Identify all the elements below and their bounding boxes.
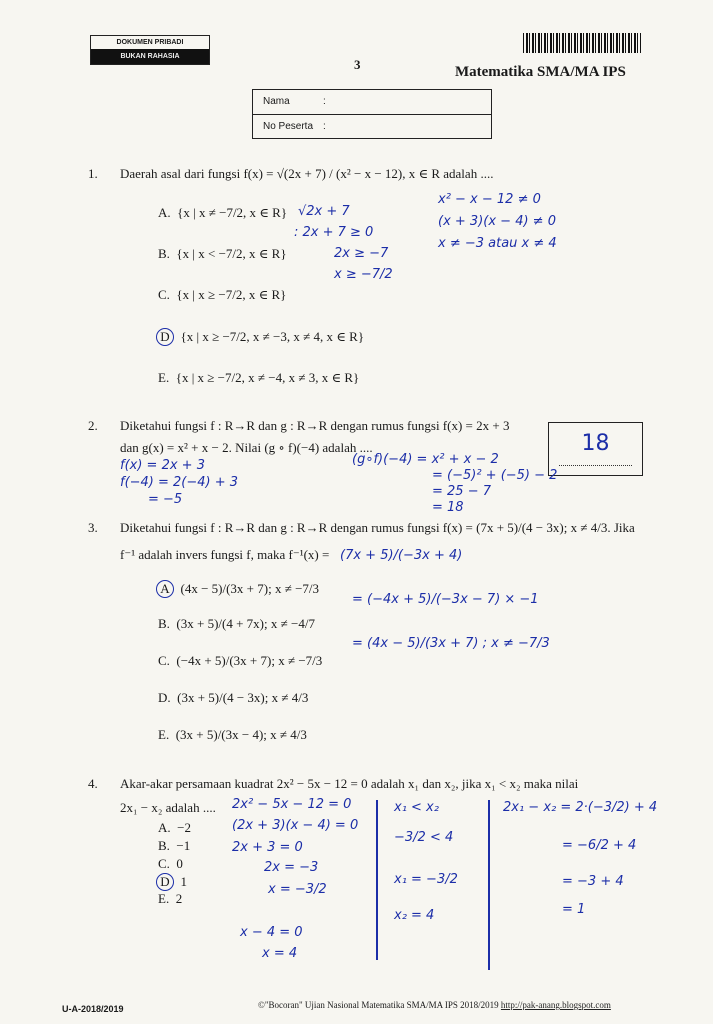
q1-number: 1. xyxy=(88,166,98,181)
q4-work-b3: x₁ = −3/2 xyxy=(394,872,458,887)
q1-option-b: B. {x | x < −7/2, x ∈ R} xyxy=(158,246,287,261)
q4-work-a4: 2x = −3 xyxy=(264,860,319,875)
q4-line1: Akar-akar persamaan kuadrat 2x² − 5x − 12 = 0 adalah x₁ dan x₂, jika x₁ < x₂ maka nilai xyxy=(120,776,579,791)
q2-work-1: f(x) = 2x + 3 xyxy=(120,458,205,473)
name-colon: : xyxy=(323,96,326,107)
q2-work-5: = (−5)² + (−5) − 2 xyxy=(432,468,558,483)
q3-line1: Diketahui fungsi f : R→R dan g : R→R dengan rumus fungsi f(x) = (7x + 5)/(4 − 3x); x ≠ 4/3. Jika xyxy=(120,520,635,535)
q3-number: 3. xyxy=(88,520,98,535)
q4-option-d: D 1 xyxy=(156,873,187,891)
q3-line2: f⁻¹ adalah invers fungsi f, maka f⁻¹(x) = xyxy=(120,547,330,562)
stamp-bottom: BUKAN RAHASIA xyxy=(91,49,209,64)
q1-work-5: x² − x − 12 ≠ 0 xyxy=(438,192,541,207)
q2-line2: dan g(x) = x² + x − 2. Nilai (g ∘ f)(−4) adalah .... xyxy=(120,440,373,455)
footer-source xyxy=(258,1000,611,1010)
q4-work-c4: = 1 xyxy=(562,902,586,917)
barcode-icon xyxy=(523,33,641,53)
q1-work-2: : 2x + 7 ≥ 0 xyxy=(294,225,374,240)
id-label: No Peserta xyxy=(263,121,314,132)
work-divider-1 xyxy=(376,800,378,960)
document-stamp xyxy=(90,35,210,65)
q4-work-a3: 2x + 3 = 0 xyxy=(232,840,303,855)
q1-work-7: x ≠ −3 atau x ≠ 4 xyxy=(438,236,557,251)
q1-work-3: 2x ≥ −7 xyxy=(334,246,389,261)
work-divider-2 xyxy=(488,800,490,970)
q2-work-6: = 25 − 7 xyxy=(432,484,491,499)
identity-box xyxy=(252,89,492,139)
name-label: Nama xyxy=(263,96,290,107)
q4-option-e: E. 2 xyxy=(158,891,183,906)
id-row xyxy=(253,114,491,138)
id-colon: : xyxy=(323,121,326,132)
q4-option-b: B. −1 xyxy=(158,838,191,853)
q1-option-a: A. {x | x ≠ −7/2, x ∈ R} xyxy=(158,205,288,220)
q2-work-7: = 18 xyxy=(432,500,464,515)
footer-text: ©"Bocoran" Ujian Nasional Matematika SMA/MA IPS 2018/2019 xyxy=(258,1000,499,1010)
q1-text: Daerah asal dari fungsi f(x) = √(2x + 7) / (x² − x − 12), x ∈ R adalah .... xyxy=(120,166,494,181)
q4-option-c: C. 0 xyxy=(158,856,183,871)
q4-option-a: A. −2 xyxy=(158,820,191,835)
name-row xyxy=(253,90,491,114)
q3-option-c: C. (−4x + 5)/(3x + 7); x ≠ −7/3 xyxy=(158,653,323,668)
q4-work-c1: 2x₁ − x₂ = 2·(−3/2) + 4 xyxy=(503,800,658,815)
q4-work-a6: x − 4 = 0 xyxy=(240,925,303,940)
q4-work-b1: x₁ < x₂ xyxy=(394,800,439,815)
stamp-top: DOKUMEN PRIBADI xyxy=(116,39,184,46)
q4-selected-circle: D xyxy=(156,873,174,891)
page-number: 3 xyxy=(354,57,361,72)
q4-work-a2: (2x + 3)(x − 4) = 0 xyxy=(232,818,359,833)
q2-answer-box xyxy=(548,422,643,476)
q4-work-c3: = −3 + 4 xyxy=(562,874,624,889)
q1-work-4: x ≥ −7/2 xyxy=(334,267,393,282)
q4-work-c2: = −6/2 + 4 xyxy=(562,838,637,853)
q1-option-c: C. {x | x ≥ −7/2, x ∈ R} xyxy=(158,287,287,302)
q3-option-d: D. (3x + 5)/(4 − 3x); x ≠ 4/3 xyxy=(158,690,309,705)
q4-number: 4. xyxy=(88,776,98,791)
q4-work-a7: x = 4 xyxy=(262,946,298,961)
q4-work-b2: −3/2 < 4 xyxy=(394,830,454,845)
footer-link[interactable]: http://pak-anang.blogspot.com xyxy=(500,1000,611,1010)
q2-answer: 18 xyxy=(581,431,610,456)
q2-work-4: (g∘f)(−4) = x² + x − 2 xyxy=(352,452,499,467)
q3-work-2: = (−4x + 5)/(−3x − 7) × −1 xyxy=(352,592,539,607)
q1-work-1: √2x + 7 xyxy=(298,204,350,219)
q2-answer-line xyxy=(559,465,632,466)
q1-option-d: D {x | x ≥ −7/2, x ≠ −3, x ≠ 4, x ∈ R} xyxy=(156,328,364,346)
q4-work-a1: 2x² − 5x − 12 = 0 xyxy=(232,797,352,812)
q3-selected-circle: A xyxy=(156,580,174,598)
q3-work-1: (7x + 5)/(−3x + 4) xyxy=(340,548,463,563)
q4-work-b4: x₂ = 4 xyxy=(394,908,435,923)
subject-title: Matematika SMA/MA IPS xyxy=(455,64,626,80)
q3-option-a: A (4x − 5)/(3x + 7); x ≠ −7/3 xyxy=(156,580,319,598)
q3-work-3: = (4x − 5)/(3x + 7) ; x ≠ −7/3 xyxy=(352,636,550,651)
q1-selected-circle: D xyxy=(156,328,174,346)
q2-work-2: f(−4) = 2(−4) + 3 xyxy=(120,475,239,490)
q2-work-3: = −5 xyxy=(148,492,183,507)
q3-option-b: B. (3x + 5)/(4 + 7x); x ≠ −4/7 xyxy=(158,616,315,631)
q3-option-e: E. (3x + 5)/(3x − 4); x ≠ 4/3 xyxy=(158,727,307,742)
q1-option-e: E. {x | x ≥ −7/2, x ≠ −4, x ≠ 3, x ∈ R} xyxy=(158,370,360,385)
q2-line1: Diketahui fungsi f : R→R dan g : R→R dengan rumus fungsi f(x) = 2x + 3 xyxy=(120,418,510,433)
q2-number: 2. xyxy=(88,418,98,433)
q1-work-6: (x + 3)(x − 4) ≠ 0 xyxy=(438,214,556,229)
q4-line2: 2x₁ − x₂ adalah .... xyxy=(120,800,216,815)
footer-code: U-A-2018/2019 xyxy=(62,1004,124,1014)
q4-work-a5: x = −3/2 xyxy=(268,882,327,897)
